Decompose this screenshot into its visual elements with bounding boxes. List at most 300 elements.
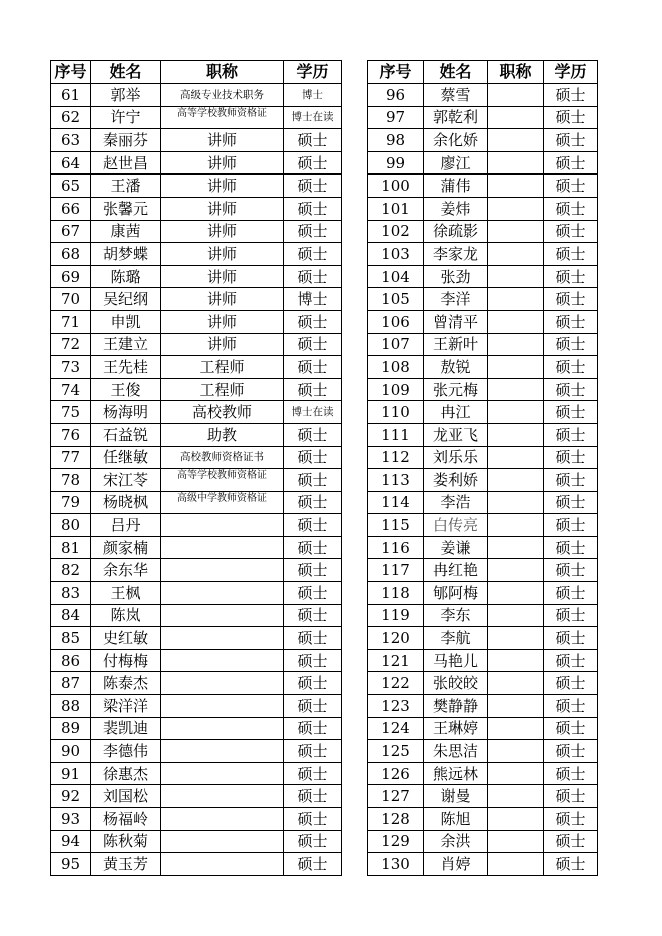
cell-no: 87	[51, 672, 91, 695]
cell-degree: 博士在读	[284, 401, 342, 424]
cell-name: 陈璐	[91, 265, 161, 288]
table-row	[51, 356, 342, 379]
cell-title	[161, 808, 284, 831]
cell-no: 66	[51, 197, 91, 220]
cell-no: 95	[51, 853, 91, 876]
cell-name: 申凯	[91, 310, 161, 333]
table-row	[51, 695, 342, 718]
cell-title	[488, 717, 544, 740]
cell-name: 王先桂	[91, 356, 161, 379]
cell-title: 讲师	[161, 265, 284, 288]
table-row	[51, 288, 342, 311]
cell-name: 白传亮	[424, 514, 488, 537]
cell-no: 67	[51, 220, 91, 243]
table-row	[51, 627, 342, 650]
table-row	[368, 536, 598, 559]
cell-title: 高等学校教师资格证	[161, 469, 284, 492]
cell-title: 工程师	[161, 356, 284, 379]
table-row	[51, 717, 342, 740]
cell-degree: 硕士	[284, 672, 342, 695]
table-row	[51, 151, 342, 174]
cell-title	[488, 853, 544, 876]
cell-name: 陈岚	[91, 604, 161, 627]
cell-no: 63	[51, 129, 91, 152]
table-row	[51, 423, 342, 446]
cell-title	[488, 174, 544, 197]
cell-no: 81	[51, 536, 91, 559]
cell-degree: 硕士	[284, 491, 342, 514]
cell-degree: 硕士	[544, 582, 598, 605]
cell-name: 王俊	[91, 378, 161, 401]
header-name: 姓名	[91, 61, 161, 84]
cell-degree: 硕士	[284, 197, 342, 220]
staff-table-left	[50, 60, 342, 876]
cell-title	[488, 243, 544, 266]
cell-name: 熊远林	[424, 762, 488, 785]
cell-degree: 硕士	[284, 243, 342, 266]
cell-no: 69	[51, 265, 91, 288]
table-row	[368, 717, 598, 740]
table-row	[51, 853, 342, 876]
cell-name: 冉红艳	[424, 559, 488, 582]
table-row	[51, 446, 342, 469]
cell-name: 赵世昌	[91, 151, 161, 174]
cell-name: 张馨元	[91, 197, 161, 220]
cell-no: 85	[51, 627, 91, 650]
cell-degree: 硕士	[544, 84, 598, 107]
cell-no: 116	[368, 536, 424, 559]
cell-degree: 硕士	[284, 174, 342, 197]
table-row	[368, 356, 598, 379]
cell-name: 陈旭	[424, 808, 488, 831]
cell-no: 107	[368, 333, 424, 356]
cell-name: 李家龙	[424, 243, 488, 266]
cell-no: 74	[51, 378, 91, 401]
cell-no: 121	[368, 649, 424, 672]
cell-name: 吕丹	[91, 514, 161, 537]
cell-name: 黄玉芳	[91, 853, 161, 876]
cell-title	[488, 514, 544, 537]
cell-no: 124	[368, 717, 424, 740]
cell-degree: 硕士	[284, 446, 342, 469]
table-row	[51, 310, 342, 333]
cell-no: 125	[368, 740, 424, 763]
header-no: 序号	[368, 61, 424, 84]
table-row	[368, 220, 598, 243]
table-row	[51, 401, 342, 424]
cell-title: 高校教师资格证书	[161, 446, 284, 469]
table-row	[368, 243, 598, 266]
cell-degree: 硕士	[544, 310, 598, 333]
cell-title	[488, 491, 544, 514]
cell-degree: 硕士	[544, 695, 598, 718]
cell-name: 徐疏影	[424, 220, 488, 243]
cell-name: 康茜	[91, 220, 161, 243]
cell-no: 77	[51, 446, 91, 469]
cell-name: 刘国松	[91, 785, 161, 808]
cell-degree: 硕士	[284, 333, 342, 356]
cell-no: 90	[51, 740, 91, 763]
cell-name: 郭举	[91, 84, 161, 107]
cell-name: 龙亚飞	[424, 423, 488, 446]
table-row	[51, 469, 342, 492]
cell-name: 李浩	[424, 491, 488, 514]
cell-no: 83	[51, 582, 91, 605]
cell-no: 127	[368, 785, 424, 808]
cell-title	[488, 265, 544, 288]
table-row	[51, 491, 342, 514]
cell-no: 119	[368, 604, 424, 627]
table-row	[368, 310, 598, 333]
cell-degree: 硕士	[284, 582, 342, 605]
table-row	[368, 446, 598, 469]
table-row	[51, 830, 342, 853]
cell-name: 蔡雪	[424, 84, 488, 107]
cell-title	[161, 853, 284, 876]
cell-title	[488, 582, 544, 605]
cell-no: 113	[368, 469, 424, 492]
cell-name: 王新叶	[424, 333, 488, 356]
cell-title: 讲师	[161, 129, 284, 152]
table-row	[368, 288, 598, 311]
table-row	[368, 649, 598, 672]
cell-no: 75	[51, 401, 91, 424]
cell-degree: 硕士	[284, 830, 342, 853]
cell-title	[488, 672, 544, 695]
cell-title	[488, 536, 544, 559]
table-row	[51, 808, 342, 831]
header-title: 职称	[161, 61, 284, 84]
table-row	[51, 378, 342, 401]
cell-degree: 硕士	[284, 536, 342, 559]
cell-title	[488, 446, 544, 469]
cell-no: 82	[51, 559, 91, 582]
cell-name: 李洋	[424, 288, 488, 311]
cell-name: 吴纪纲	[91, 288, 161, 311]
cell-name: 郭乾利	[424, 106, 488, 129]
cell-name: 王枫	[91, 582, 161, 605]
cell-degree: 硕士	[544, 151, 598, 174]
cell-title: 讲师	[161, 197, 284, 220]
cell-degree: 硕士	[544, 808, 598, 831]
cell-degree: 硕士	[544, 536, 598, 559]
header-degree: 学历	[544, 61, 598, 84]
cell-title	[161, 627, 284, 650]
cell-no: 76	[51, 423, 91, 446]
cell-title	[488, 401, 544, 424]
cell-title	[161, 649, 284, 672]
table-row	[368, 808, 598, 831]
table-row	[368, 197, 598, 220]
cell-title	[161, 672, 284, 695]
cell-degree: 硕士	[284, 649, 342, 672]
cell-title	[488, 151, 544, 174]
cell-no: 130	[368, 853, 424, 876]
table-row	[51, 220, 342, 243]
header-row	[51, 61, 342, 84]
cell-name: 张元梅	[424, 378, 488, 401]
cell-name: 付梅梅	[91, 649, 161, 672]
cell-no: 122	[368, 672, 424, 695]
cell-degree: 硕士	[544, 106, 598, 129]
cell-no: 92	[51, 785, 91, 808]
table-row	[51, 106, 342, 129]
cell-degree: 博士	[284, 288, 342, 311]
cell-name: 姜炜	[424, 197, 488, 220]
cell-no: 101	[368, 197, 424, 220]
cell-degree: 硕士	[284, 808, 342, 831]
cell-degree: 硕士	[544, 378, 598, 401]
cell-name: 曾清平	[424, 310, 488, 333]
cell-degree: 硕士	[284, 627, 342, 650]
cell-degree: 硕士	[284, 356, 342, 379]
cell-title: 讲师	[161, 333, 284, 356]
cell-title	[488, 559, 544, 582]
cell-name: 樊静静	[424, 695, 488, 718]
table-row	[368, 627, 598, 650]
cell-name: 朱思洁	[424, 740, 488, 763]
cell-title	[488, 106, 544, 129]
cell-degree: 博士在读	[284, 106, 342, 129]
cell-name: 史红敏	[91, 627, 161, 650]
cell-degree: 硕士	[544, 491, 598, 514]
cell-no: 61	[51, 84, 91, 107]
cell-title	[488, 604, 544, 627]
cell-degree: 硕士	[544, 627, 598, 650]
cell-no: 96	[368, 84, 424, 107]
cell-title	[488, 378, 544, 401]
cell-name: 任继敏	[91, 446, 161, 469]
cell-name: 刘乐乐	[424, 446, 488, 469]
cell-title	[161, 514, 284, 537]
table-row	[368, 106, 598, 129]
table-row	[51, 333, 342, 356]
cell-degree: 硕士	[544, 129, 598, 152]
cell-degree: 硕士	[284, 220, 342, 243]
cell-degree: 硕士	[284, 378, 342, 401]
table-row	[51, 243, 342, 266]
table-row	[368, 853, 598, 876]
cell-no: 106	[368, 310, 424, 333]
cell-name: 蒲伟	[424, 174, 488, 197]
table-row	[368, 265, 598, 288]
cell-degree: 硕士	[544, 288, 598, 311]
cell-title: 讲师	[161, 151, 284, 174]
cell-degree: 硕士	[284, 785, 342, 808]
cell-title	[488, 288, 544, 311]
cell-degree: 硕士	[544, 740, 598, 763]
cell-title: 高校教师	[161, 401, 284, 424]
cell-no: 99	[368, 151, 424, 174]
cell-degree: 硕士	[284, 129, 342, 152]
cell-degree: 硕士	[284, 423, 342, 446]
table-row	[368, 423, 598, 446]
cell-name: 陈秋菊	[91, 830, 161, 853]
table-row	[368, 491, 598, 514]
table-row	[368, 604, 598, 627]
header-degree: 学历	[284, 61, 342, 84]
cell-title: 讲师	[161, 220, 284, 243]
cell-no: 65	[51, 174, 91, 197]
cell-title	[161, 536, 284, 559]
cell-no: 117	[368, 559, 424, 582]
table-row	[368, 740, 598, 763]
cell-name: 娄利娇	[424, 469, 488, 492]
cell-name: 姜谦	[424, 536, 488, 559]
cell-name: 余东华	[91, 559, 161, 582]
table-row	[51, 582, 342, 605]
cell-title	[488, 785, 544, 808]
cell-no: 80	[51, 514, 91, 537]
cell-title	[161, 559, 284, 582]
cell-title	[161, 717, 284, 740]
cell-no: 86	[51, 649, 91, 672]
cell-degree: 硕士	[544, 672, 598, 695]
cell-title	[488, 310, 544, 333]
cell-name: 宋江苓	[91, 469, 161, 492]
cell-no: 62	[51, 106, 91, 129]
cell-degree: 硕士	[544, 446, 598, 469]
cell-name: 李德伟	[91, 740, 161, 763]
cell-degree: 硕士	[284, 740, 342, 763]
cell-title: 高等学校教师资格证	[161, 106, 284, 129]
cell-degree: 硕士	[544, 717, 598, 740]
cell-name: 李东	[424, 604, 488, 627]
cell-name: 杨海明	[91, 401, 161, 424]
table-row	[51, 762, 342, 785]
cell-degree: 硕士	[284, 717, 342, 740]
cell-no: 109	[368, 378, 424, 401]
table-row	[368, 582, 598, 605]
cell-no: 105	[368, 288, 424, 311]
cell-name: 杨晓枫	[91, 491, 161, 514]
cell-name: 马艳儿	[424, 649, 488, 672]
cell-degree: 硕士	[284, 151, 342, 174]
cell-title: 工程师	[161, 378, 284, 401]
cell-no: 98	[368, 129, 424, 152]
cell-name: 谢曼	[424, 785, 488, 808]
cell-no: 126	[368, 762, 424, 785]
cell-title	[488, 830, 544, 853]
cell-degree: 硕士	[284, 762, 342, 785]
cell-title	[488, 84, 544, 107]
staff-table-right	[367, 60, 598, 876]
cell-name: 许宁	[91, 106, 161, 129]
table-row	[51, 197, 342, 220]
cell-no: 104	[368, 265, 424, 288]
cell-no: 115	[368, 514, 424, 537]
header-name: 姓名	[424, 61, 488, 84]
cell-no: 64	[51, 151, 91, 174]
cell-no: 103	[368, 243, 424, 266]
cell-title	[488, 627, 544, 650]
cell-no: 129	[368, 830, 424, 853]
cell-title	[488, 356, 544, 379]
cell-degree: 硕士	[544, 514, 598, 537]
cell-no: 102	[368, 220, 424, 243]
cell-name: 杨福岭	[91, 808, 161, 831]
cell-title	[488, 740, 544, 763]
cell-no: 68	[51, 243, 91, 266]
table-row	[368, 785, 598, 808]
cell-title	[488, 649, 544, 672]
cell-degree: 硕士	[544, 243, 598, 266]
cell-no: 79	[51, 491, 91, 514]
cell-degree: 硕士	[544, 649, 598, 672]
cell-title: 讲师	[161, 243, 284, 266]
cell-title	[488, 423, 544, 446]
table-row	[51, 174, 342, 197]
cell-no: 97	[368, 106, 424, 129]
cell-name: 陈泰杰	[91, 672, 161, 695]
cell-no: 71	[51, 310, 91, 333]
cell-no: 94	[51, 830, 91, 853]
cell-title	[161, 582, 284, 605]
cell-name: 张劲	[424, 265, 488, 288]
header-no: 序号	[51, 61, 91, 84]
table-row	[51, 129, 342, 152]
cell-name: 张皎皎	[424, 672, 488, 695]
cell-degree: 硕士	[544, 559, 598, 582]
cell-title	[161, 762, 284, 785]
cell-name: 王琳婷	[424, 717, 488, 740]
cell-no: 73	[51, 356, 91, 379]
cell-no: 89	[51, 717, 91, 740]
cell-degree: 硕士	[284, 559, 342, 582]
cell-no: 72	[51, 333, 91, 356]
table-row	[51, 604, 342, 627]
table-row	[368, 378, 598, 401]
table-row	[368, 129, 598, 152]
cell-degree: 硕士	[544, 333, 598, 356]
table-row	[368, 333, 598, 356]
cell-no: 123	[368, 695, 424, 718]
cell-name: 秦丽芬	[91, 129, 161, 152]
cell-degree: 硕士	[544, 356, 598, 379]
table-row	[368, 559, 598, 582]
table-row	[368, 695, 598, 718]
cell-degree: 硕士	[284, 695, 342, 718]
cell-no: 70	[51, 288, 91, 311]
cell-degree: 硕士	[544, 197, 598, 220]
table-row	[51, 740, 342, 763]
cell-degree: 硕士	[544, 174, 598, 197]
cell-degree: 硕士	[544, 265, 598, 288]
cell-no: 93	[51, 808, 91, 831]
cell-degree: 硕士	[284, 604, 342, 627]
table-row	[368, 672, 598, 695]
table-row	[51, 672, 342, 695]
cell-degree: 硕士	[544, 401, 598, 424]
table-row	[368, 514, 598, 537]
cell-title: 高级中学教师资格证	[161, 491, 284, 514]
cell-degree: 硕士	[544, 220, 598, 243]
cell-no: 111	[368, 423, 424, 446]
cell-title: 讲师	[161, 310, 284, 333]
cell-name: 石益锐	[91, 423, 161, 446]
cell-name: 冉江	[424, 401, 488, 424]
table-row	[368, 84, 598, 107]
cell-name: 胡梦蝶	[91, 243, 161, 266]
cell-no: 118	[368, 582, 424, 605]
cell-title	[488, 129, 544, 152]
cell-degree: 硕士	[544, 469, 598, 492]
cell-name: 徐惠杰	[91, 762, 161, 785]
cell-name: 肖婷	[424, 853, 488, 876]
cell-title	[161, 740, 284, 763]
cell-name: 李航	[424, 627, 488, 650]
header-title: 职称	[488, 61, 544, 84]
